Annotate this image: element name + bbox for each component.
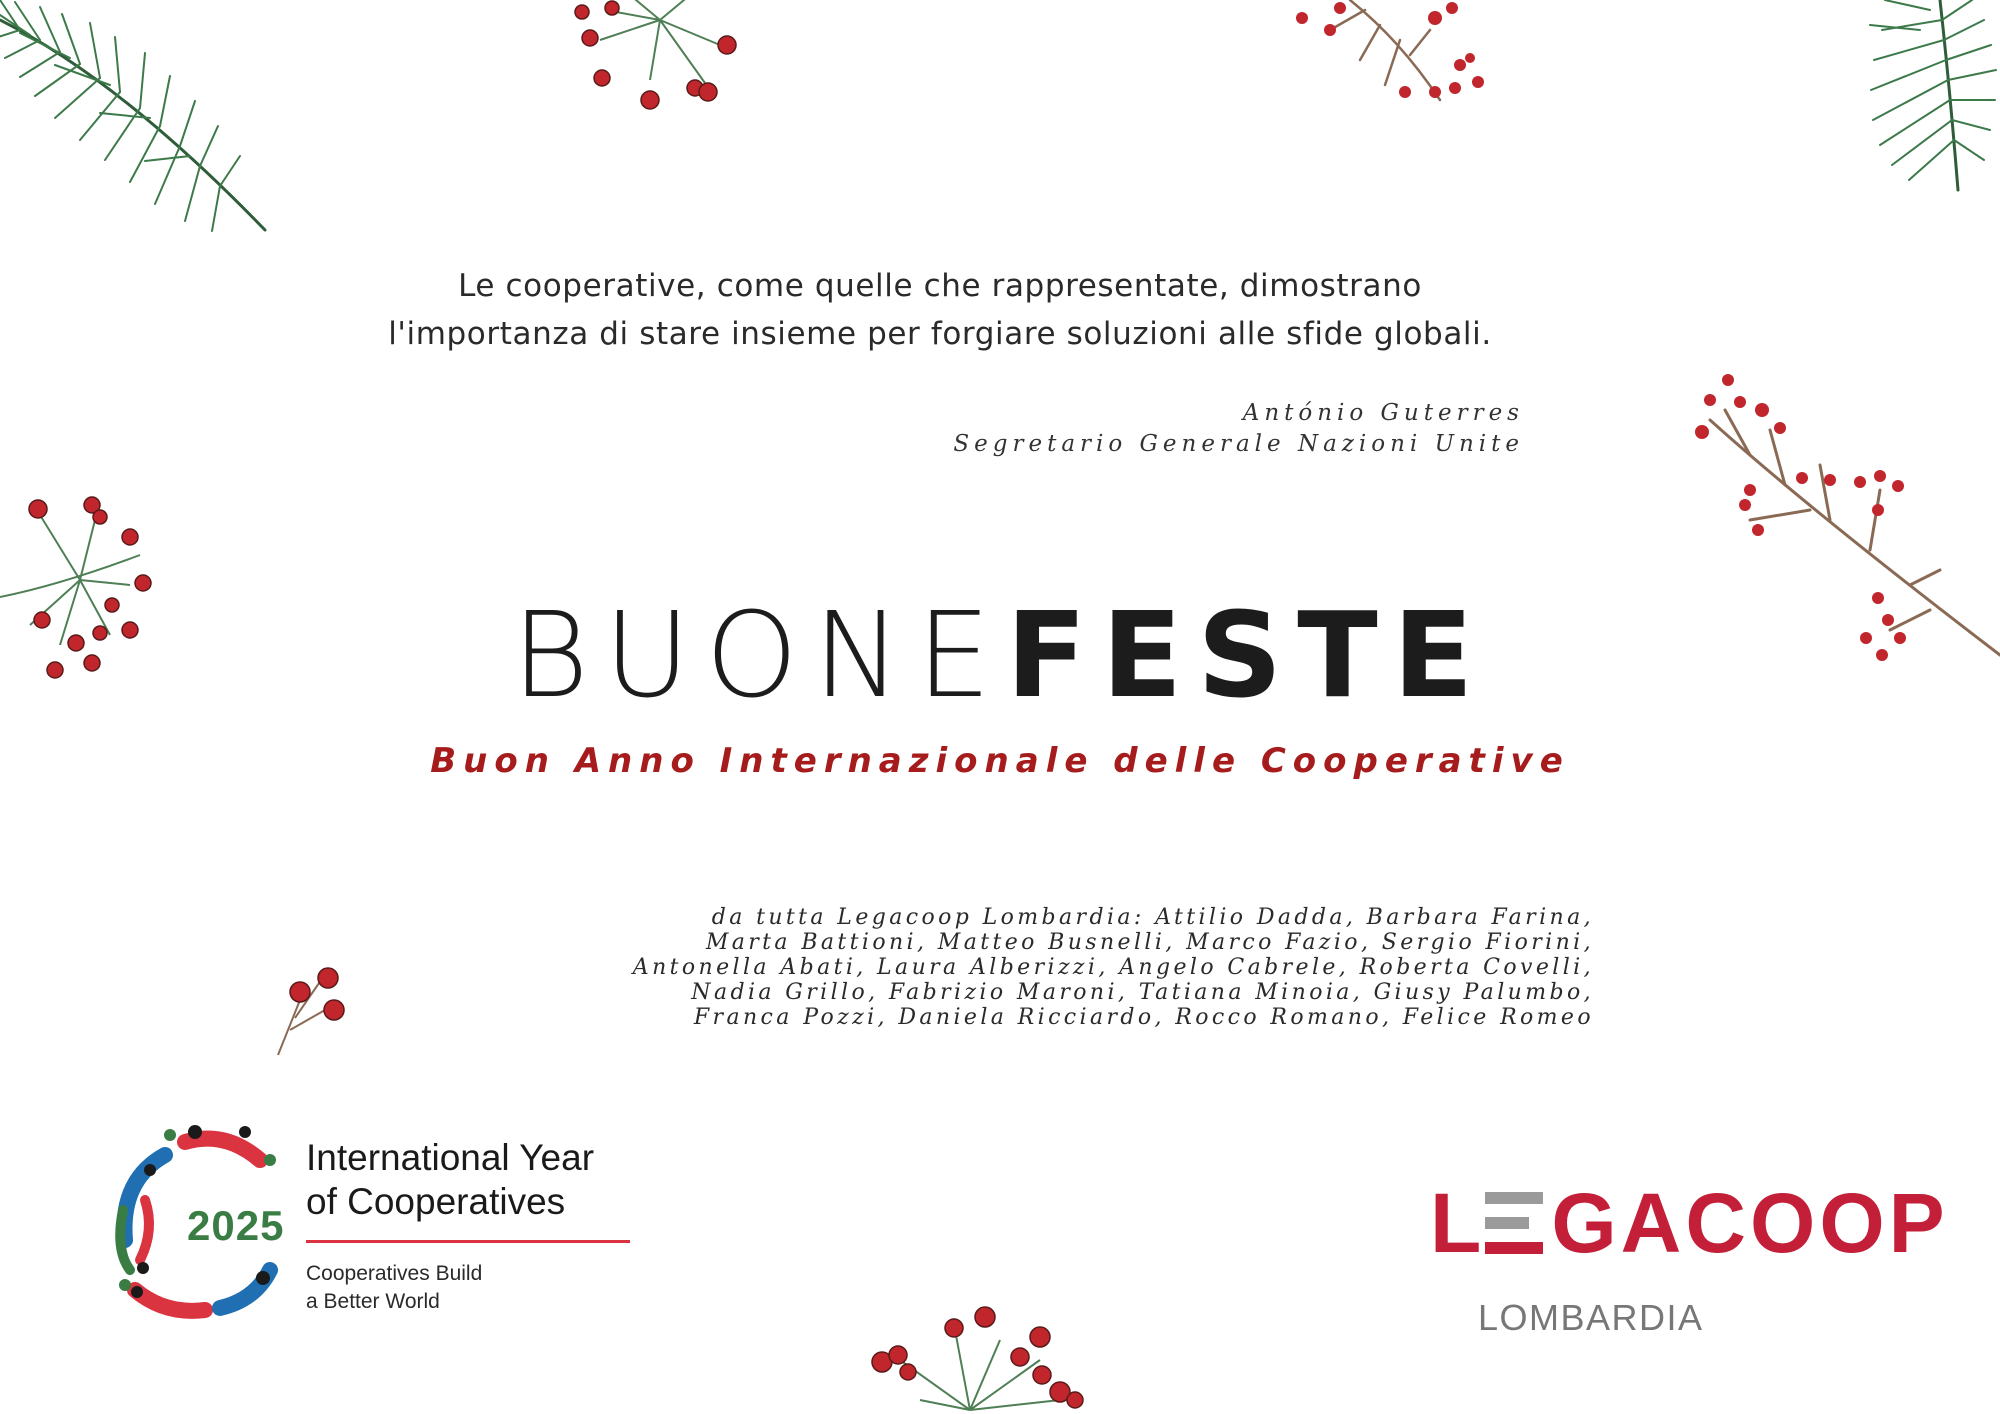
legacoop-logo xyxy=(1430,1175,1949,1271)
headline-light: BUONE xyxy=(511,586,1007,724)
iyc-title-line-2: of Cooperatives xyxy=(306,1181,566,1222)
berry-branch-right xyxy=(1690,370,2000,670)
credits-line: Marta Battioni, Matteo Busnelli, Marco Fazio, Sergio Fiorini, xyxy=(705,930,1594,955)
quote-line-1: Le cooperative, come quelle che rappresentate, dimostrano xyxy=(458,268,1422,304)
berry-branch-top xyxy=(1290,0,1490,110)
credits-line: Antonella Abati, Laura Alberizzi, Angelo Cabrele, Roberta Covelli, xyxy=(632,955,1594,980)
berry-sprig-bottom xyxy=(860,1300,1100,1414)
legacoop-first-letter: L xyxy=(1430,1176,1486,1270)
berry-sprig-left xyxy=(0,485,160,685)
iyc-title-line-1: International Year xyxy=(306,1137,595,1178)
headline-bold: FESTE xyxy=(1006,586,1489,724)
berry-sprig-top xyxy=(560,0,760,120)
berry-sprig-small xyxy=(270,960,360,1060)
credits-line: da tutta Legacoop Lombardia: Attilio Dadda, Barbara Farina, xyxy=(711,905,1594,930)
quote-author xyxy=(953,398,1524,460)
iyc-tagline-line-1: Cooperatives Build xyxy=(306,1262,483,1285)
credits-line: Nadia Grillo, Fabrizio Maroni, Tatiana Minoia, Giusy Palumbo, xyxy=(691,980,1594,1005)
quote xyxy=(340,262,1540,358)
pine-branch-top-left xyxy=(0,0,280,240)
headline xyxy=(470,585,1530,725)
legacoop-e-icon xyxy=(1485,1192,1545,1254)
iyc-tagline xyxy=(306,1260,482,1316)
legacoop-region: LOMBARDIA xyxy=(1478,1297,1704,1338)
iyc-year: 2025 xyxy=(187,1202,285,1249)
credits xyxy=(633,905,1594,1030)
author-role: Segretario Generale Nazioni Unite xyxy=(953,431,1524,457)
author-name: António Guterres xyxy=(1242,400,1524,426)
iyc-tagline-line-2: a Better World xyxy=(306,1290,440,1313)
iyc-divider xyxy=(306,1240,630,1243)
subheading: Buon Anno Internazionale delle Cooperative xyxy=(430,741,1570,781)
credits-line: Franca Pozzi, Daniela Ricciardo, Rocco Romano, Felice Romeo xyxy=(693,1005,1594,1030)
pine-branch-top-right xyxy=(1790,0,2000,200)
iyc-title xyxy=(306,1136,594,1224)
quote-line-2: l'importanza di stare insieme per forgiare soluzioni alle sfide globali. xyxy=(388,316,1492,352)
legacoop-name: GACOOP xyxy=(1551,1176,1949,1270)
